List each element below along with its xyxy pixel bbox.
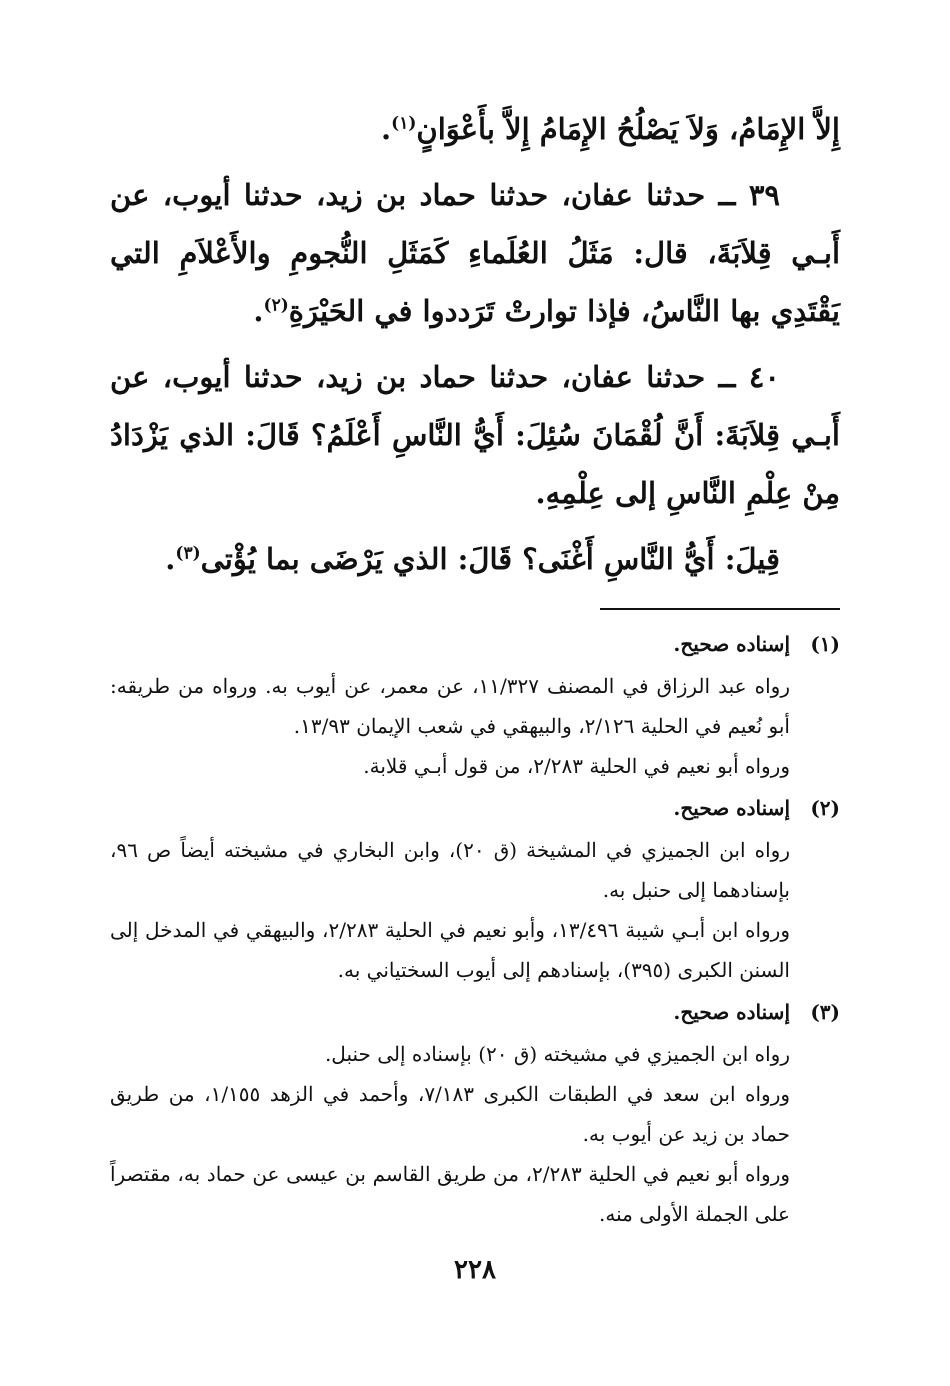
paragraph-40-text: ــ حدثنا عفان، حدثنا حماد بن زيد، حدثنا أيوب، عن أَبـي قِلاَبَةَ: أَنَّ لُقْمَانَ سُئِلَ: أَيُّ النَّاسِ أَعْلَمُ؟ قَالَ: الذي يَزْدَادُ مِنْ عِلْمِ النَّاسِ إلى عِلْمِهِ.	[110, 360, 840, 510]
footnote-heading-text: إسناده صحيح.	[673, 632, 790, 656]
footnote-line: رواه ابن الجميزي في المشيخة (ق ٢٠)، وابن البخاري في مشيخته أيضاً ص ٩٦، بإسنادهما إلى حنبل به.	[110, 838, 791, 902]
footnote-number: (٢)	[810, 796, 840, 820]
paragraph-39-text: ــ حدثنا عفان، حدثنا حماد بن زيد، حدثنا أيوب، عن أَبـي قِلاَبَةَ، قال: مَثَلُ العُلَماءِ كَمَثَلِ النُّجومِ والأَعْلاَمِ التي يَقْتَدِي بها النَّاسُ، فإذا توارتْ تَرَددوا في الحَيْرَةِ	[110, 178, 840, 328]
page-content	[110, 100, 840, 1234]
footnote-line: ورواه أبو نعيم في الحلية ٢/٢٨٣، من طريق القاسم بن عيسى عن حماد به، مقتصراً على الجملة الأولى منه.	[110, 1162, 791, 1226]
footnote-line: رواه عبد الرزاق في المصنف ١١/٣٢٧، عن معمر، عن أيوب به. ورواه من طريقه: أبو نُعيم في الحلية ٢/١٢٦، والبيهقي في شعب الإيمان ١٣/٩٣.	[110, 674, 790, 738]
footnote-number: (١)	[810, 632, 840, 656]
footnote	[110, 992, 840, 1234]
page-number: ٢٢٨	[454, 1255, 496, 1285]
paragraph-40b: قِيلَ: أَيُّ النَّاسِ أَغْنَى؟ قَالَ: الذي يَرْضَى بما يُؤْتى$^{(٣)}$.	[165, 542, 780, 576]
footnote-heading	[110, 788, 840, 828]
footnote-number: (٣)	[810, 1000, 840, 1024]
footnote-ref-3: (٣)	[175, 543, 201, 564]
footnote-heading-text: إسناده صحيح.	[673, 1000, 790, 1024]
paragraph-number-40: ٤٠	[748, 360, 780, 394]
paragraph-number-39: ٣٩	[748, 178, 780, 212]
footnote-line: رواه ابن الجميزي في مشيخته (ق ٢٠) بإسناده إلى حنبل.	[324, 1042, 790, 1066]
footnotes	[110, 624, 840, 1234]
footnote-line: ورواه ابن سعد في الطبقات الكبرى ٧/١٨٣، وأحمد في الزهد ١/١٥٥، من طريق حماد بن زيد عن أيوب به.	[110, 1082, 791, 1146]
footnote-ref-2: (٢)	[263, 295, 289, 316]
paragraph-39: ٣٩ ــ حدثنا عفان، حدثنا حماد بن زيد، حدثنا أيوب، عن أَبـي قِلاَبَةَ، قال: مَثَلُ العُلَماءِ كَمَثَلِ النُّجومِ والأَعْلاَمِ التي يَقْتَدِي بها النَّاسُ، فإذا توارتْ تَرَددوا في الحَيْرَةِ$^{(٢)}$.	[110, 178, 840, 328]
footnote-ref-1: (١)	[391, 113, 417, 134]
footnote	[110, 624, 840, 786]
paragraph-40b-text: قِيلَ: أَيُّ النَّاسِ أَغْنَى؟ قَالَ: الذي يَرْضَى بما يُؤْتى	[200, 542, 780, 576]
continuation-text: إِلاَّ الإِمَامُ، وَلاَ يَصْلُحُ الإِمَامُ إِلاَّ بأَعْوَانٍ	[416, 112, 840, 146]
footnote-heading-text: إسناده صحيح.	[673, 796, 790, 820]
footnote-line: ورواه ابن أبـي شيبة ١٣/٤٩٦، وأبو نعيم في الحلية ٢/٢٨٣، والبيهقي في المدخل إلى السنن الكبرى (٣٩٥)، بإسنادهم إلى أيوب السختياني به.	[110, 918, 790, 982]
footnote-line: ورواه أبو نعيم في الحلية ٢/٢٨٣، من قول أبـي قلابة.	[363, 754, 790, 778]
continuation-line: إِلاَّ الإِمَامُ، وَلاَ يَصْلُحُ الإِمَامُ إِلاَّ بأَعْوَانٍ$^{(١)}$.	[381, 112, 840, 146]
main-text	[110, 100, 840, 588]
footnote-separator	[600, 608, 840, 610]
footnote-heading	[110, 992, 840, 1032]
footnote	[110, 788, 840, 990]
footnote-heading	[110, 624, 840, 664]
paragraph-40	[110, 348, 840, 522]
